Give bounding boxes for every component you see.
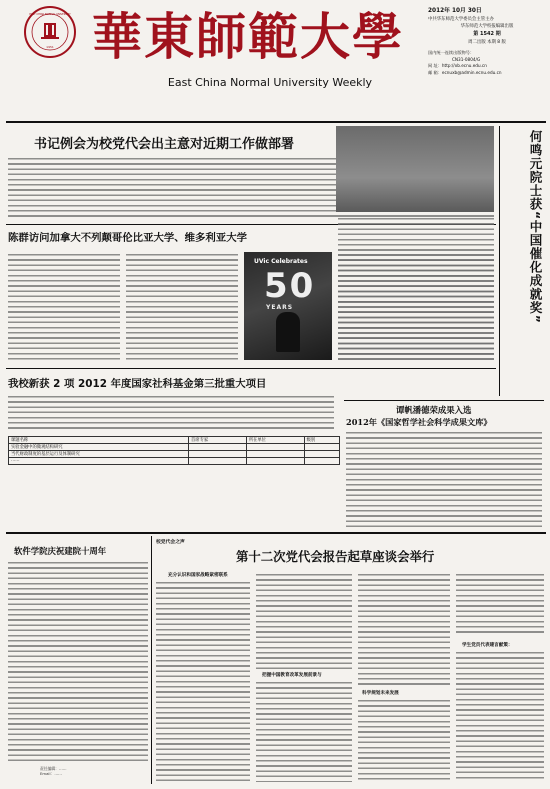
headline-2: 陈群访问加拿大不列颠哥伦比亚大学、维多利亚大学 — [8, 232, 247, 244]
article-7-col-3b — [358, 700, 450, 782]
logo-name-text: EAST CHINA NORMAL UNIVERSITY — [29, 13, 71, 16]
photo-sign-years: YEARS — [266, 304, 294, 311]
article-6-body — [8, 562, 148, 762]
serial-number-label: 国内统一连续出版物号： — [428, 50, 475, 55]
section-divider — [6, 532, 546, 534]
divider — [6, 368, 496, 369]
masthead-info — [428, 7, 546, 76]
article-3-body — [8, 396, 334, 430]
subhead-4: 学生党员代表建言献策： — [462, 643, 513, 648]
headline-3: 我校新获 2 项 2012 年度国家社科基金第三批重大项目 — [8, 378, 267, 390]
table-cell — [189, 458, 247, 465]
headline-4-vertical: 何鸣元院士获“中国催化成就奖” — [528, 130, 543, 324]
table-cell — [246, 458, 304, 465]
edition-info: 周二出版 本期 8 版 — [468, 40, 506, 45]
masthead — [0, 0, 550, 121]
article-7-col-4 — [456, 574, 544, 636]
table-cell — [189, 444, 247, 451]
photo-sign-text: UVic Celebrates — [254, 258, 308, 265]
table-cell — [189, 451, 247, 458]
article-2-body-left — [8, 254, 120, 362]
column-divider — [499, 126, 500, 396]
table-row — [9, 451, 340, 458]
headline-1: 书记例会为校党代会出主意对近期工作做部署 — [34, 137, 295, 152]
article-7-col-4b — [456, 652, 544, 782]
editor-credit: 责任编辑：…… — [40, 766, 67, 771]
headline-7: 第十二次党代会报告起草座谈会举行 — [236, 549, 435, 564]
issue-number: 第 1542 期 — [473, 31, 501, 37]
photo-speaker — [276, 312, 300, 352]
article-5-body — [346, 432, 542, 528]
headline-5-line-1: 谭帆潘德荣成果入选 — [396, 405, 472, 415]
footer-credit — [40, 766, 148, 776]
subhead-2: 把握中国教育改革发展前景与 — [262, 673, 322, 678]
table-cell — [246, 444, 304, 451]
table-header-cell: 首席专家 — [189, 437, 247, 444]
headline-6: 软件学院庆祝建院十周年 — [14, 546, 107, 556]
article-7-col-2 — [256, 574, 352, 670]
subhead-3: 科学规划未来发展 — [362, 691, 399, 696]
divider — [344, 400, 544, 401]
article-7-col-2b — [256, 682, 352, 782]
column-divider — [151, 536, 152, 784]
logo-year: 1951 — [46, 45, 54, 49]
editor-email[interactable]: Email：…… — [40, 771, 62, 776]
news-photo-uvic — [244, 252, 332, 360]
website[interactable]: 网 址：http://xb.ecnu.edu.cn — [428, 63, 487, 68]
masthead-title-cn: 華東師範大學 — [92, 7, 404, 66]
sponsor-line-2: 华东师范大学校报编辑出版 — [460, 24, 514, 29]
issue-date: 2012年 10月 30日 — [428, 8, 482, 14]
table-header-row — [9, 437, 340, 444]
table-cell: …… — [9, 458, 189, 465]
serial-number: CN31-0804/G — [452, 56, 481, 62]
subhead-1: 充分认识和国家战略紧密联系 — [168, 573, 228, 578]
masthead-divider — [6, 121, 546, 123]
table-cell — [304, 458, 339, 465]
table-cell — [246, 451, 304, 458]
table-header-cell: 课题名称 — [9, 437, 189, 444]
article-7-col-1 — [156, 582, 250, 782]
article-2-body-mid — [126, 254, 238, 362]
table-cell: 实验金融中的微观结构研究 — [9, 444, 189, 451]
table-header-cell: 级别 — [304, 437, 339, 444]
table-cell — [304, 444, 339, 451]
table-header-cell: 所在单位 — [246, 437, 304, 444]
table-cell — [304, 451, 339, 458]
award-photo — [336, 126, 494, 212]
table-cell: 当代财政制度的基层运行及体制研究 — [9, 451, 189, 458]
table-row — [9, 458, 340, 465]
email[interactable]: 邮 箱：ecnuxb@admin.ecnu.edu.cn — [428, 69, 502, 75]
university-logo — [24, 6, 76, 58]
headline-5-line-2: 2012年《国家哲学社会科学成果文库》 — [346, 417, 492, 427]
masthead-title-en: East China Normal University Weekly — [167, 76, 373, 89]
projects-table — [8, 436, 340, 465]
article-4-body — [338, 218, 494, 362]
article-7-col-3 — [358, 574, 450, 686]
section-kicker: 校党代会之声 — [156, 540, 185, 545]
photo-sign-number: 50 — [264, 266, 316, 306]
table-row — [9, 444, 340, 451]
sponsor-line-1: 中共华东师范大学委员会主管主办 — [428, 17, 494, 22]
